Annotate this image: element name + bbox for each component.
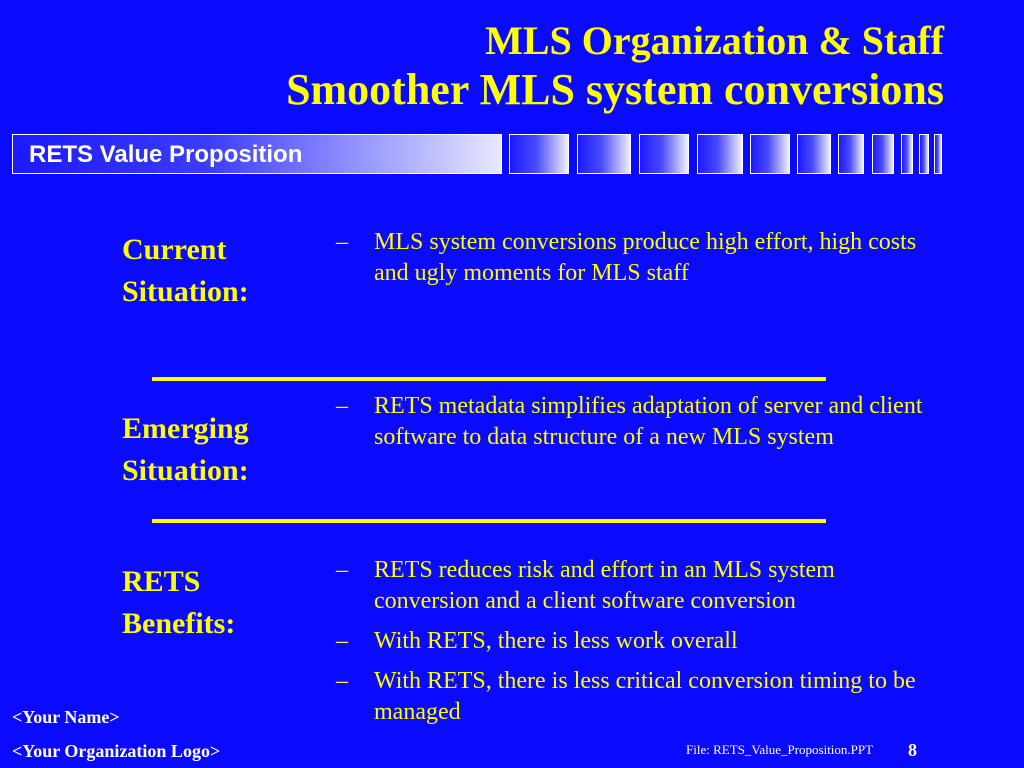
bullet-item — [336, 666, 936, 728]
rets-benefits-label — [122, 561, 302, 645]
decorative-block — [750, 134, 790, 174]
decorative-block — [509, 134, 569, 174]
bullet-text: MLS system conversions produce high effort, high costs and ugly moments for MLS staff — [374, 229, 917, 286]
decorative-block — [872, 134, 894, 174]
decorative-block — [919, 134, 929, 174]
bullet-text: RETS reduces risk and effort in an MLS system conversion and a client software conversion — [374, 557, 835, 614]
bullet-text: With RETS, there is less work overall — [374, 628, 738, 654]
rets-benefits-bullets — [336, 555, 936, 737]
label-line: Situation: — [122, 454, 249, 487]
title-line-1: MLS Organization & Staff — [485, 18, 944, 63]
label-line: Situation: — [122, 275, 249, 308]
decorative-block — [934, 134, 942, 174]
banner-label: RETS Value Proposition — [29, 141, 303, 168]
bullet-text: RETS metadata simplifies adaptation of server and client software to data structure of a new MLS system — [374, 393, 923, 450]
decorative-block — [577, 134, 631, 174]
page-number: 8 — [908, 740, 917, 760]
current-situation-label — [122, 229, 302, 313]
decorative-block — [797, 134, 831, 174]
bullet-item — [336, 555, 936, 617]
label-line: Emerging — [122, 412, 249, 445]
footer-organization-logo: <Your Organization Logo> — [12, 741, 221, 761]
label-line: Benefits: — [122, 607, 236, 640]
slide-title — [286, 18, 944, 116]
section-banner — [12, 134, 948, 174]
title-line-2: Smoother MLS system conversions — [286, 65, 944, 114]
separator-line — [152, 519, 826, 523]
footer-file-name: File: RETS_Value_Proposition.PPT — [686, 742, 874, 757]
current-situation-bullets — [336, 227, 936, 298]
bullet-marker: – — [336, 229, 348, 255]
bullet-marker: – — [336, 557, 348, 583]
decorative-block — [901, 134, 913, 174]
bullet-marker: – — [336, 628, 348, 654]
emerging-situation-bullets — [336, 391, 936, 462]
bullet-text: With RETS, there is less critical conversion timing to be managed — [374, 668, 916, 725]
decorative-block — [639, 134, 689, 174]
bullet-item — [336, 227, 936, 289]
footer-author-name: <Your Name> — [12, 707, 120, 727]
bullet-item — [336, 391, 936, 453]
banner-box — [12, 134, 502, 174]
bullet-marker: – — [336, 668, 348, 694]
emerging-situation-label — [122, 408, 302, 492]
bullet-item — [336, 626, 936, 657]
decorative-block — [838, 134, 864, 174]
decorative-block — [697, 134, 743, 174]
bullet-marker: – — [336, 393, 348, 419]
separator-line — [152, 377, 826, 381]
label-line: RETS — [122, 565, 201, 598]
label-line: Current — [122, 233, 227, 266]
